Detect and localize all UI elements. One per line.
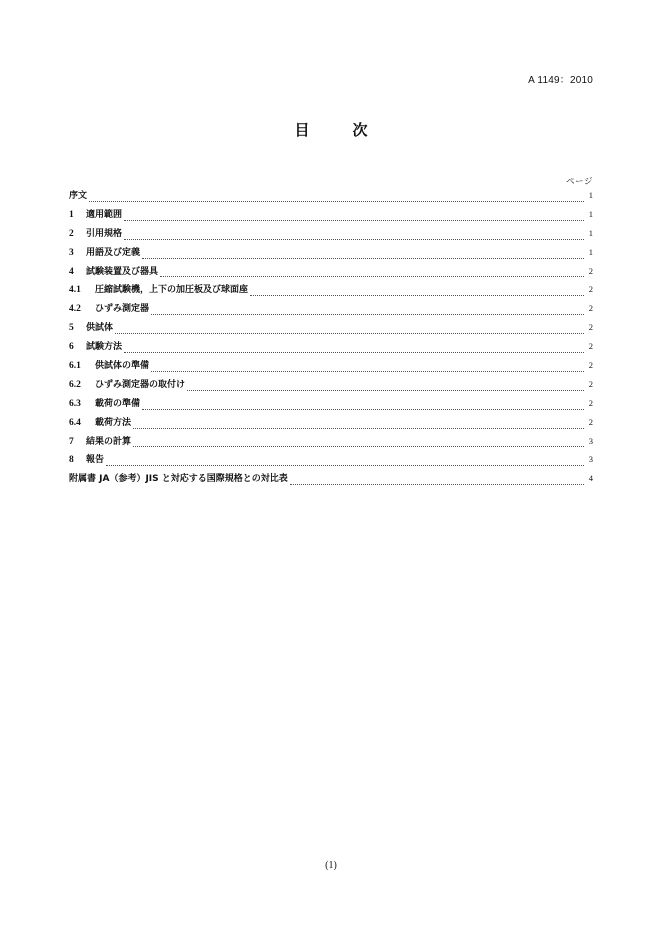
toc-entry-number: 6.3	[69, 398, 81, 409]
toc-entry-label: 結果の計算	[86, 436, 132, 447]
toc-dot-leader	[290, 484, 584, 485]
toc-entry-label: 序文	[69, 191, 88, 201]
toc-entry-number: 2	[69, 228, 74, 239]
toc-dot-leader	[151, 371, 584, 372]
toc-entry-page: 2	[588, 265, 593, 276]
toc-entry-label: 載荷方法	[95, 417, 132, 428]
toc-entry-number: 4.2	[69, 304, 81, 315]
toc-entry[interactable]	[69, 245, 593, 264]
toc-entry[interactable]	[69, 320, 593, 339]
toc-entry-page: 1	[588, 246, 593, 257]
toc-title: 目 次	[294, 121, 382, 139]
toc-entry-number: 6.4	[69, 417, 81, 428]
toc-entry-number: 8	[69, 455, 74, 466]
toc-entry[interactable]	[69, 301, 593, 320]
toc-entry-number: 1	[69, 209, 74, 220]
toc-entry-page: 2	[588, 378, 593, 389]
toc-entry[interactable]	[69, 226, 593, 245]
toc-dot-leader	[187, 390, 584, 391]
toc-entry-page: 2	[588, 341, 593, 352]
toc-entry[interactable]	[69, 396, 593, 415]
toc-dot-leader	[250, 295, 584, 296]
toc-dot-leader	[151, 314, 584, 315]
toc-entry[interactable]	[69, 282, 593, 301]
toc-entry-label: 用語及び定義	[86, 247, 141, 258]
toc-entry-number: 4	[69, 266, 74, 277]
toc-dot-leader	[115, 333, 584, 334]
toc-dot-leader	[133, 446, 584, 447]
toc-entry-number: 4.1	[69, 285, 81, 296]
toc-entry[interactable]	[69, 452, 593, 471]
toc-dot-leader	[160, 276, 584, 277]
toc-dot-leader	[133, 428, 584, 429]
toc-entry-number: 6.2	[69, 379, 81, 390]
toc-entry-label: 報告	[86, 455, 105, 466]
toc-dot-leader	[124, 352, 584, 353]
toc-entry-label: 附属書 JA（参考）JIS と対応する国際規格との対比表	[69, 474, 288, 485]
toc-entry-number: 5	[69, 323, 74, 334]
toc-dot-leader	[89, 201, 584, 202]
toc-entry-label: 載荷の準備	[95, 398, 141, 409]
toc-entry[interactable]	[69, 434, 593, 453]
toc-dot-leader	[106, 465, 584, 466]
toc-entry[interactable]	[69, 415, 593, 434]
toc-entry-page: 3	[588, 454, 593, 465]
toc-entry-number: 3	[69, 247, 74, 258]
toc-entry-page: 2	[588, 397, 593, 408]
toc-entry-label: 引用規格	[86, 228, 123, 239]
toc-entry-number: 6	[69, 342, 74, 353]
toc-entry-label: 適用範囲	[86, 209, 123, 220]
toc-entry[interactable]	[69, 188, 593, 207]
toc-dot-leader	[142, 258, 584, 259]
toc-entry-label: ひずみ測定器の取付け	[95, 379, 186, 390]
toc-entry[interactable]	[69, 377, 593, 396]
toc-entry-label: 試験装置及び器具	[86, 266, 159, 277]
toc-entry[interactable]	[69, 339, 593, 358]
document-code: A 1149：2010	[528, 75, 593, 86]
toc-entry[interactable]	[69, 264, 593, 283]
toc-entry-page: 3	[588, 435, 593, 446]
toc-dot-leader	[142, 409, 584, 410]
toc-entry[interactable]	[69, 471, 593, 490]
toc-entry-label: 供試体の準備	[95, 361, 150, 372]
toc-entry-label: ひずみ測定器	[95, 304, 150, 315]
toc-entry-number: 6.1	[69, 361, 81, 372]
page-column-label: ページ	[566, 177, 593, 187]
toc-entry-page: 4	[588, 473, 593, 484]
toc-entry-page: 1	[588, 190, 593, 200]
footer-page-number: (1)	[325, 860, 337, 871]
toc-entry[interactable]	[69, 207, 593, 226]
toc-entry-page: 2	[588, 284, 593, 295]
toc-entry-page: 1	[588, 208, 593, 219]
toc-entry-page: 2	[588, 360, 593, 371]
toc-entry-label: 圧縮試験機，上下の加圧板及び球面座	[95, 285, 249, 296]
table-of-contents	[69, 188, 593, 490]
toc-entry-page: 1	[588, 227, 593, 238]
toc-entry-page: 2	[588, 303, 593, 314]
toc-entry-label: 供試体	[86, 323, 114, 334]
toc-entry-page: 2	[588, 416, 593, 427]
toc-entry-page: 2	[588, 322, 593, 333]
toc-entry[interactable]	[69, 358, 593, 377]
toc-dot-leader	[124, 220, 584, 221]
toc-dot-leader	[124, 239, 584, 240]
toc-entry-label: 試験方法	[86, 342, 123, 353]
toc-entry-number: 7	[69, 436, 74, 447]
